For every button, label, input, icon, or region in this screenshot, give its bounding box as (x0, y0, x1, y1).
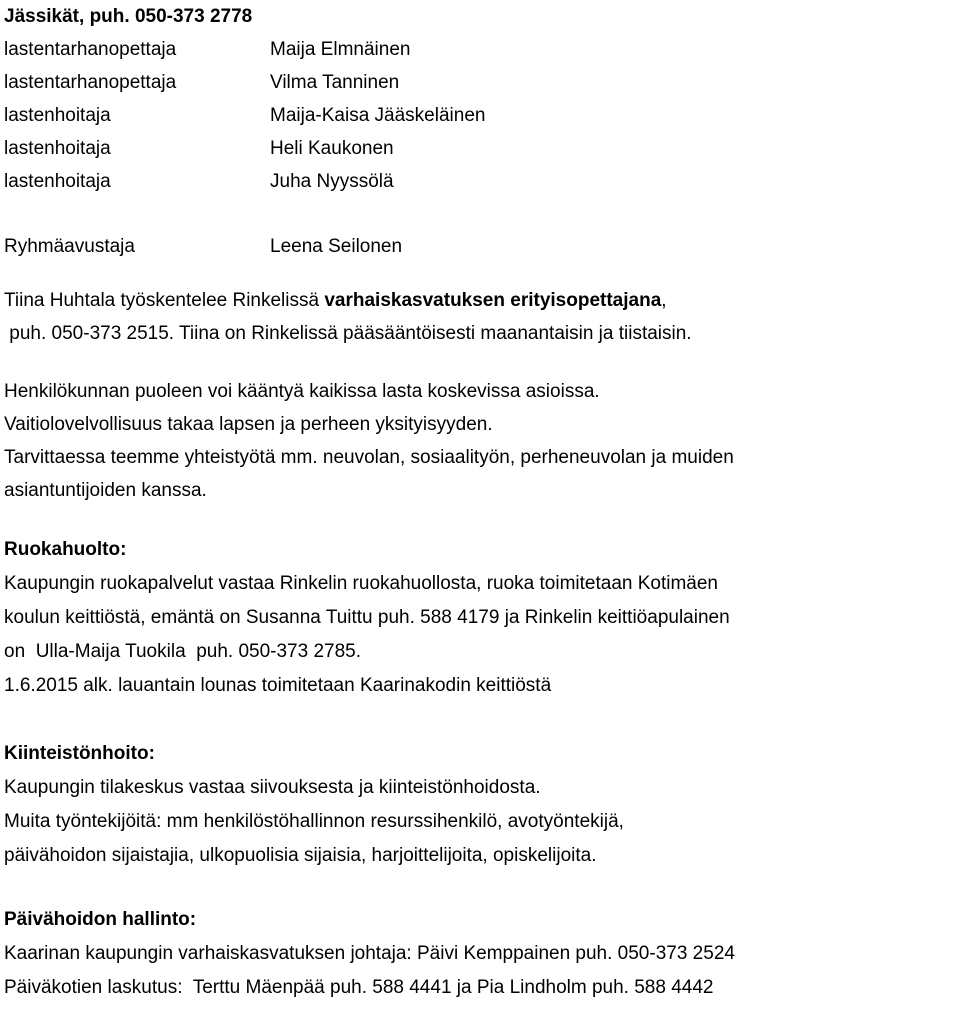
spacer (4, 703, 954, 737)
staff-row (4, 99, 954, 132)
staff-name: Juha Nyyssölä (270, 171, 394, 192)
assistant-role: Ryhmäavustaja (4, 236, 135, 257)
staff-role: lastenhoitaja (4, 171, 111, 192)
food-service-line: on Ulla-Maija Tuokila puh. 050-373 2785. (4, 641, 362, 662)
spacer (4, 350, 954, 375)
staff-role: lastentarhanopettaja (4, 72, 177, 93)
special-teacher-comma: , (661, 290, 667, 311)
food-service-line: 1.6.2015 alk. lauantain lounas toimitetaan Kaarinakodin keittiöstä (4, 675, 552, 696)
staff-role: lastentarhanopettaja (4, 39, 177, 60)
administration-line: Kaarinan kaupungin varhaiskasvatuksen johtaja: Päivi Kemppainen puh. 050-373 2524 (4, 943, 735, 964)
staff-name: Maija Elmnäinen (270, 39, 411, 60)
confidentiality-line: Henkilökunnan puoleen voi kääntyä kaikissa lasta koskevissa asioissa. (4, 381, 600, 402)
confidentiality-line: Vaitiolovelvollisuus takaa lapsen ja perheen yksityisyyden. (4, 414, 493, 435)
special-teacher-line-2: puh. 050-373 2515. Tiina on Rinkelissä pääsääntöisesti maanantaisin ja tiistaisin. (4, 323, 692, 344)
confidentiality-line: asiantuntijoiden kanssa. (4, 480, 207, 501)
staff-row (4, 132, 954, 165)
property-maintenance-line: päivähoidon sijaistajia, ulkopuolisia sijaisia, harjoittelijoita, opiskelijoita. (4, 845, 597, 866)
confidentiality-line: Tarvittaessa teemme yhteistyötä mm. neuvolan, sosiaalityön, perheneuvolan ja muiden (4, 447, 734, 468)
staff-row (4, 165, 954, 198)
group-title: Jässikät, puh. 050-373 2778 (4, 6, 253, 27)
document-page (4, 0, 954, 1005)
special-teacher-text: Tiina Huhtala työskentelee Rinkelissä (4, 290, 325, 311)
administration-line: Päiväkotien laskutus: Terttu Mäenpää puh. 588 4441 ja Pia Lindholm puh. 588 4442 (4, 977, 714, 998)
staff-row (4, 66, 954, 99)
administration-heading: Päivähoidon hallinto: (4, 909, 197, 930)
staff-row (4, 33, 954, 66)
property-maintenance-line: Kaupungin tilakeskus vastaa siivouksesta ja kiinteistönhoidosta. (4, 777, 541, 798)
spacer (4, 873, 954, 903)
staff-name: Vilma Tanninen (270, 72, 400, 93)
food-service-line: koulun keittiöstä, emäntä on Susanna Tuittu puh. 588 4179 ja Rinkelin keittiöapulainen (4, 607, 730, 628)
special-teacher-line-1 (4, 284, 954, 317)
staff-name: Heli Kaukonen (270, 138, 394, 159)
staff-role: lastenhoitaja (4, 105, 111, 126)
food-service-line: Kaupungin ruokapalvelut vastaa Rinkelin ruokahuollosta, ruoka toimitetaan Kotimäen (4, 573, 718, 594)
food-service-heading: Ruokahuolto: (4, 539, 127, 560)
property-maintenance-line: Muita työntekijöitä: mm henkilöstöhallinnon resurssihenkilö, avotyöntekijä, (4, 811, 624, 832)
assistant-row (4, 230, 954, 263)
assistant-name: Leena Seilonen (270, 236, 403, 257)
property-maintenance-heading: Kiinteistönhoito: (4, 743, 155, 764)
staff-role: lastenhoitaja (4, 138, 111, 159)
spacer (4, 263, 954, 284)
special-teacher-title: varhaiskasvatuksen erityisopettajana (324, 290, 662, 311)
spacer (4, 507, 954, 533)
staff-name: Maija-Kaisa Jääskeläinen (270, 105, 486, 126)
spacer (4, 198, 954, 230)
